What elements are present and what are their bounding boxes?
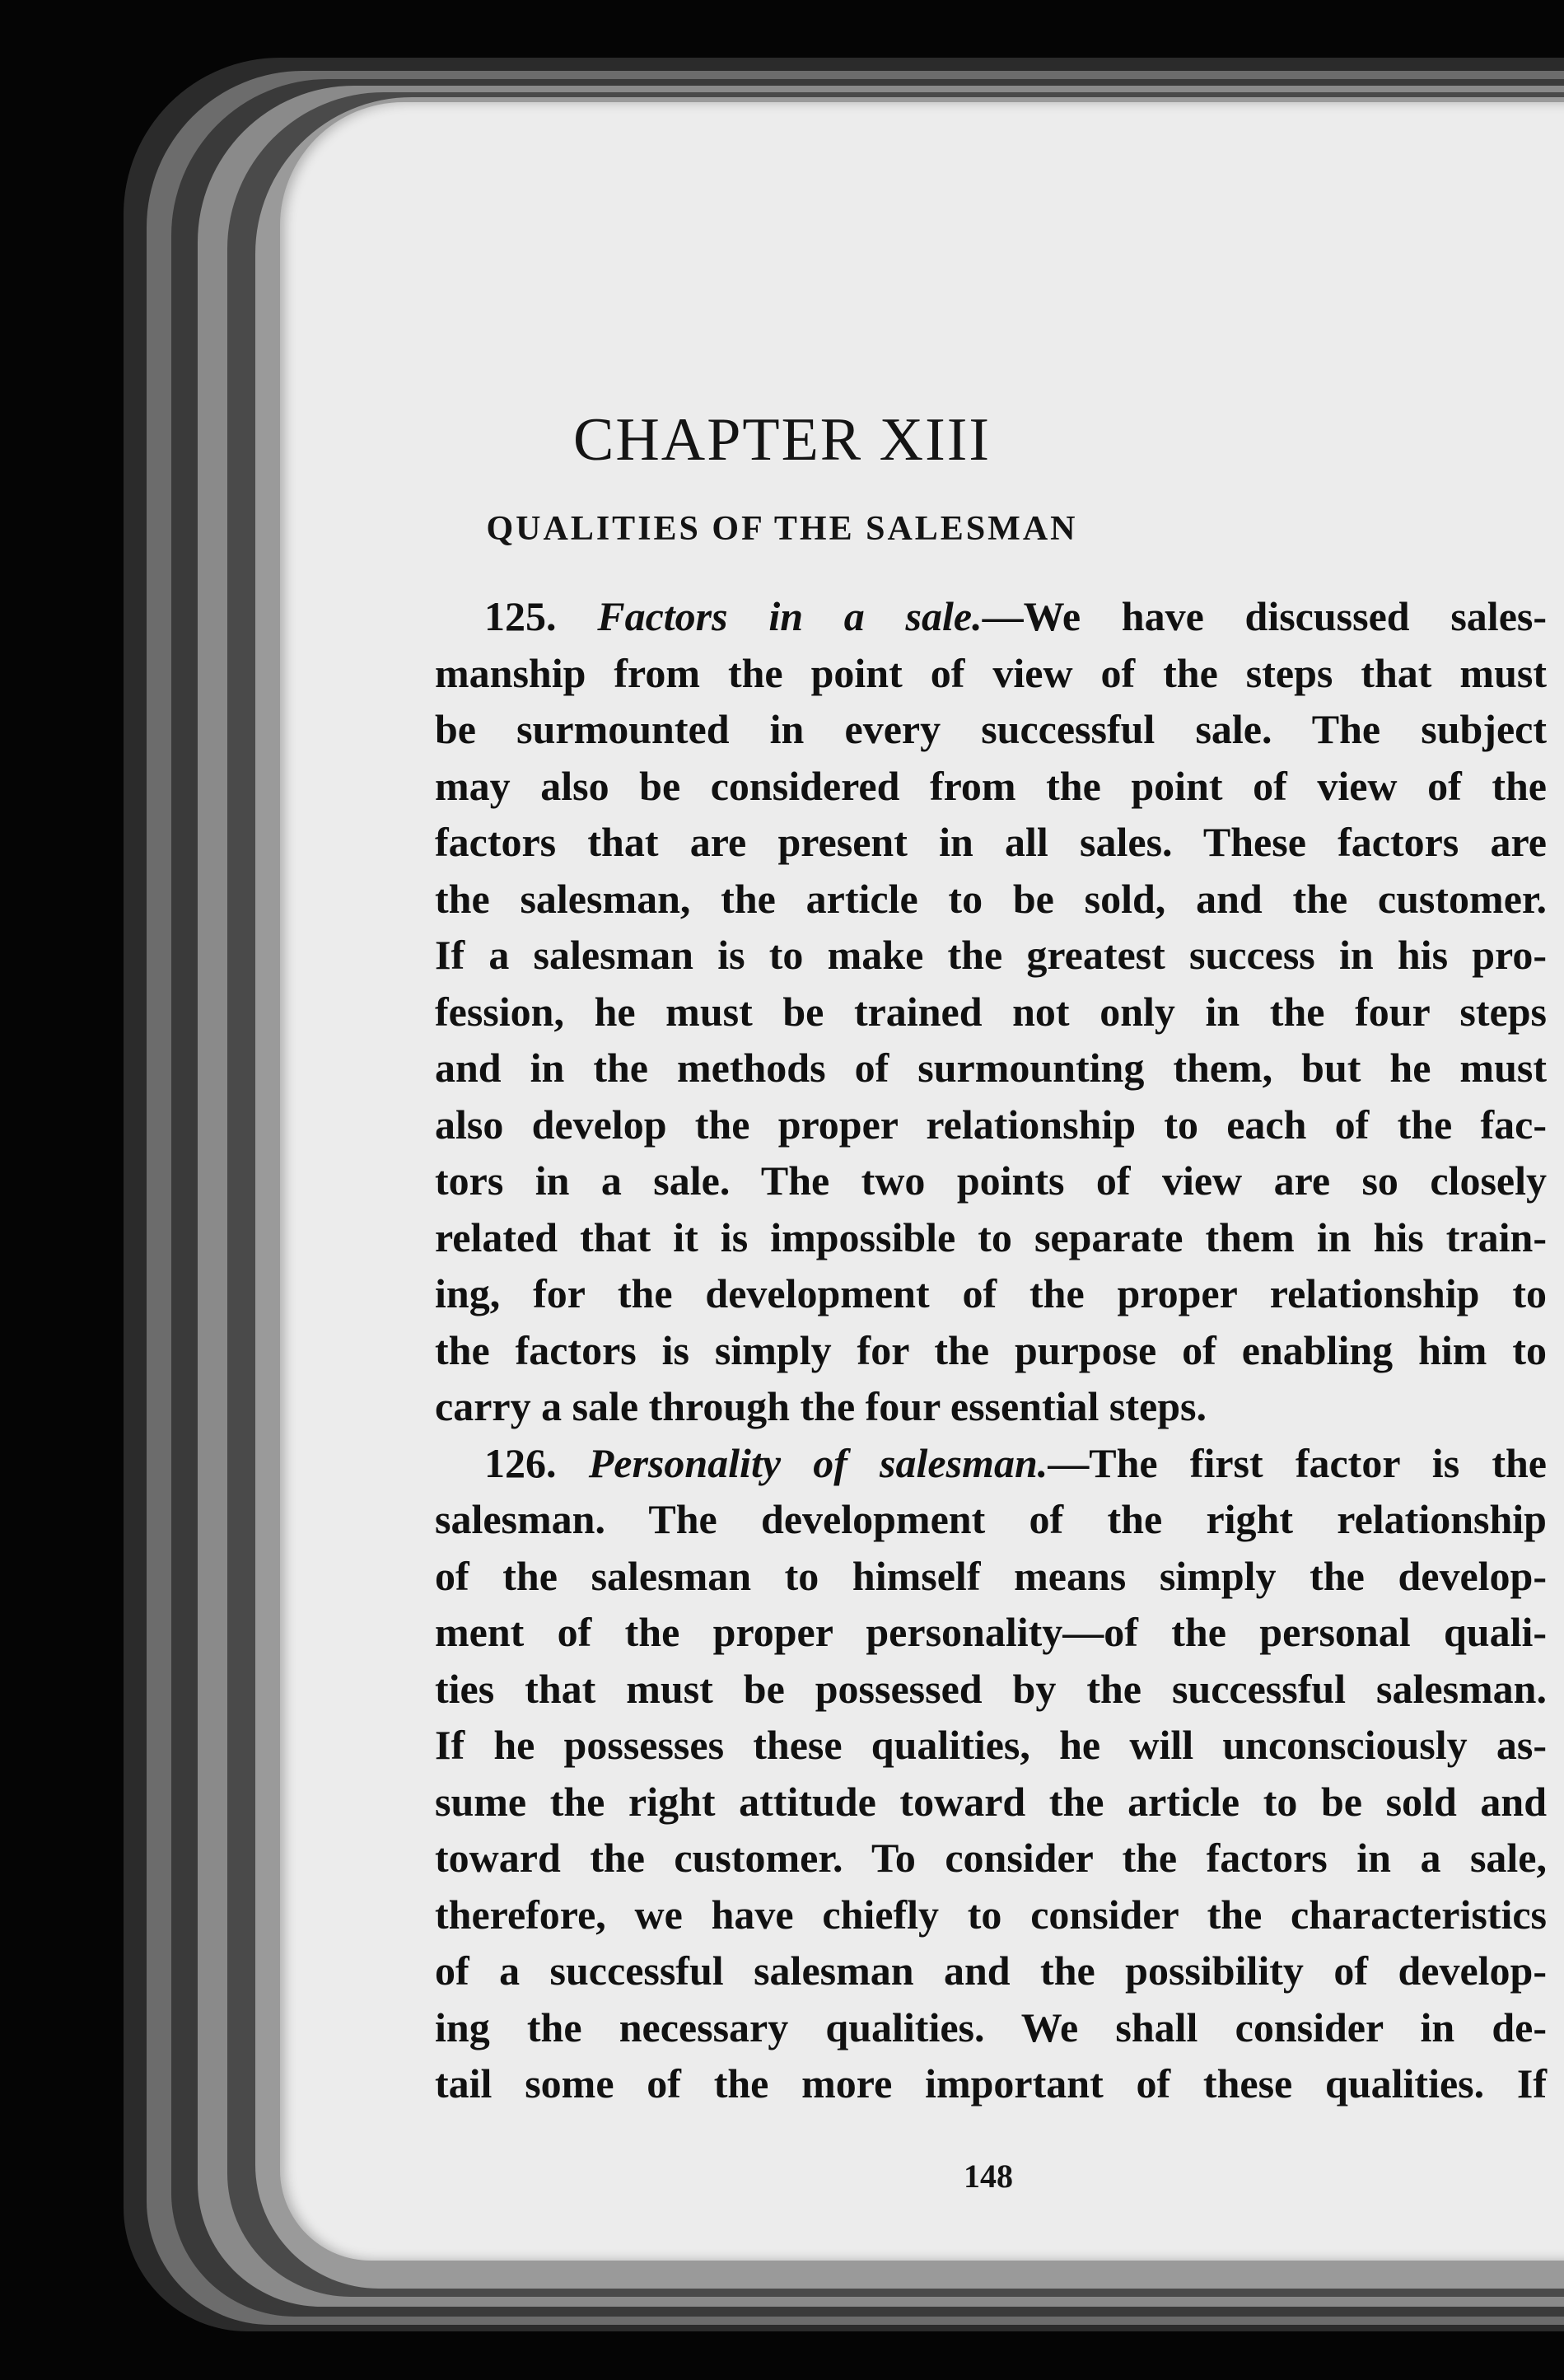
text-line: ties that must be possessed by the successful salesman. <box>435 1665 1547 1712</box>
paragraph-first-line <box>435 1435 1547 1492</box>
text-line: also develop the proper relationship to each of the fac- <box>435 1101 1547 1148</box>
paragraph-number: 126. <box>484 1439 557 1486</box>
chapter-title: CHAPTER XIII <box>572 406 992 474</box>
text-line: carry a sale through the four essential steps. <box>435 1383 1207 1429</box>
text-line: the factors is simply for the purpose of enabling him to <box>435 1326 1547 1373</box>
text-line: —The first factor is the <box>1048 1439 1547 1486</box>
page-number: 148 <box>964 2158 1013 2195</box>
paragraph-first-line <box>435 588 1547 645</box>
text-line: —We have discussed sales- <box>982 593 1547 639</box>
text-line: the salesman, the article to be sold, and the customer. <box>435 875 1547 922</box>
text-line: be surmounted in every successful sale. The subject <box>435 706 1547 752</box>
body-text <box>435 588 1547 2112</box>
paragraph-number: 125. <box>484 593 557 639</box>
paragraph-heading: Factors in a sale. <box>597 593 983 639</box>
text-line: salesman. The development of the right relationship <box>435 1496 1547 1542</box>
text-line: manship from the point of view of the steps that must <box>435 649 1547 696</box>
text-line: related that it is impossible to separate them in his train- <box>435 1213 1547 1260</box>
text-line: toward the customer. To consider the factors in a sale, <box>435 1835 1547 1881</box>
text-line: If he possesses these qualities, he will unconsciously as- <box>435 1722 1547 1768</box>
text-line: ment of the proper personality—of the personal quali- <box>435 1609 1547 1655</box>
text-line: of the salesman to himself means simply the develop- <box>435 1552 1547 1599</box>
text-line: ing the necessary qualities. We shall consider in de- <box>435 2004 1547 2050</box>
text-line: If a salesman is to make the greatest success in his pro- <box>435 932 1547 978</box>
text-line: and in the methods of surmounting them, but he must <box>435 1045 1547 1091</box>
text-line: sume the right attitude toward the article to be sold and <box>435 1778 1547 1825</box>
text-line: may also be considered from the point of view of the <box>435 762 1547 809</box>
text-line: factors that are present in all sales. These factors are <box>435 819 1547 865</box>
paragraph-heading: Personality of salesman. <box>588 1439 1048 1486</box>
chapter-subtitle: QUALITIES OF THE SALESMAN <box>486 510 1078 548</box>
text-line: ing, for the development of the proper relationship to <box>435 1270 1547 1316</box>
text-line: therefore, we have chiefly to consider the characteristics <box>435 1891 1547 1938</box>
text-line: tail some of the more important of these qualities. If <box>435 2060 1547 2106</box>
text-line: fession, he must be trained not only in the four steps <box>435 988 1547 1035</box>
text-line: tors in a sale. The two points of view are so closely <box>435 1157 1547 1204</box>
text-line: of a successful salesman and the possibility of develop- <box>435 1947 1547 1994</box>
